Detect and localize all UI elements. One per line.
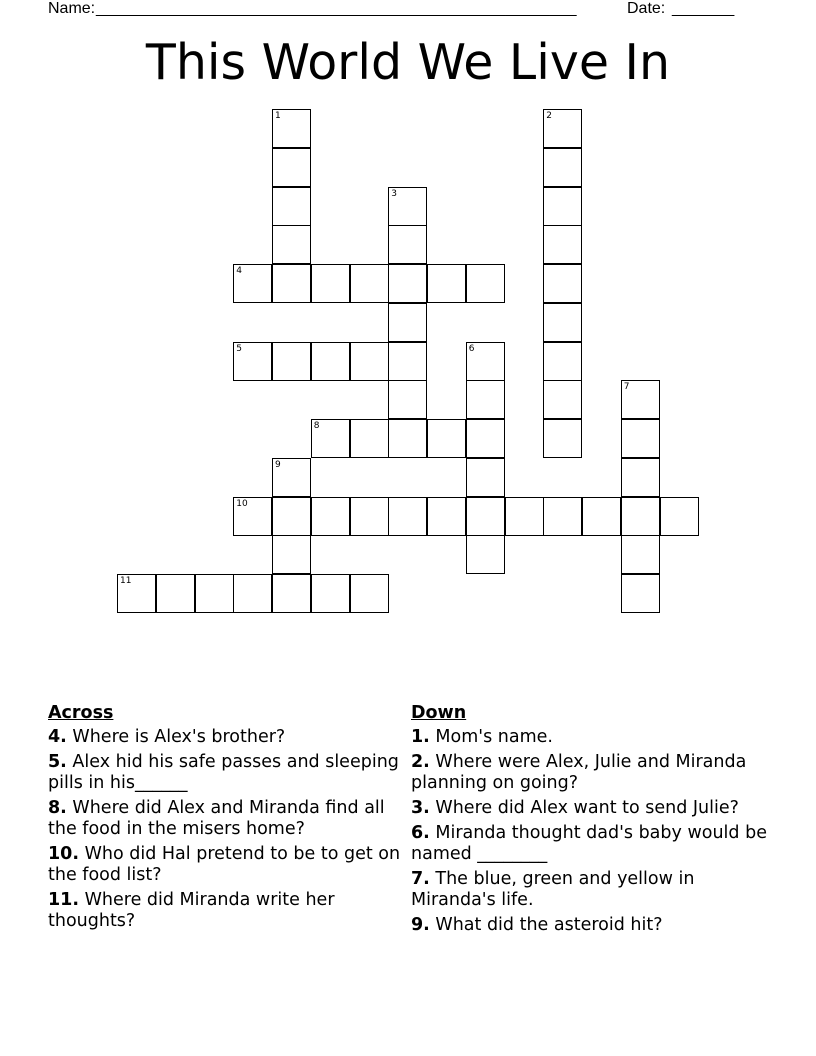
name-label: Name: [48, 0, 96, 17]
grid-cell[interactable] [311, 342, 350, 381]
cell-number: 10 [236, 498, 248, 509]
clue-text: Mom's name. [435, 727, 553, 747]
grid-cell[interactable] [543, 187, 582, 226]
clue-item [411, 752, 771, 794]
cell-number: 1 [275, 111, 281, 121]
grid-cell[interactable] [388, 187, 427, 226]
grid-cell[interactable] [427, 419, 466, 458]
clue-text: Where did Alex want to send Julie? [435, 798, 739, 818]
grid-cell[interactable] [388, 380, 427, 419]
clue-text: Where did Miranda write her thoughts? [48, 890, 335, 931]
grid-cell[interactable] [272, 342, 311, 381]
clue-number: 11. [48, 890, 80, 910]
clue-item [48, 890, 404, 932]
grid-cell[interactable] [156, 574, 195, 613]
clue-text: Miranda thought dad's baby would be named ________ [411, 823, 767, 864]
grid-cell[interactable] [311, 574, 350, 613]
grid-cell[interactable] [388, 497, 427, 536]
grid-cell[interactable] [466, 264, 505, 303]
grid-cell[interactable] [466, 497, 505, 536]
page-title: This World We Live In [145, 34, 671, 91]
grid-cell[interactable] [233, 574, 272, 613]
grid-cell[interactable] [427, 497, 466, 536]
grid-cell[interactable] [195, 574, 234, 613]
grid-cell[interactable] [543, 342, 582, 381]
grid-cell[interactable] [621, 535, 660, 574]
grid-cell[interactable] [466, 342, 505, 381]
grid-cell[interactable] [466, 458, 505, 497]
grid-cell[interactable] [466, 535, 505, 574]
grid-cell[interactable] [505, 497, 544, 536]
grid-cell[interactable] [350, 342, 389, 381]
grid-cell[interactable] [543, 225, 582, 264]
clue-number: 5. [48, 752, 67, 772]
clue-text: Who did Hal pretend to be to get on the food list? [48, 844, 401, 885]
date-label: Date: [627, 0, 666, 17]
grid-cell[interactable] [311, 419, 350, 458]
clue-number: 1. [411, 727, 430, 747]
cell-number: 11 [120, 576, 132, 586]
grid-cell[interactable] [466, 419, 505, 458]
grid-cell[interactable] [388, 225, 427, 264]
grid-cell[interactable] [272, 574, 311, 613]
cell-number: 8 [313, 421, 320, 431]
clue-item [48, 844, 404, 886]
grid-cell[interactable] [621, 574, 660, 613]
grid-cell[interactable] [272, 225, 311, 264]
clue-text: Where did Alex and Miranda find all the food in the misers home? [48, 798, 385, 839]
clue-item [411, 869, 771, 911]
grid-cell[interactable] [621, 419, 660, 458]
grid-cell[interactable] [621, 380, 660, 419]
grid-cell[interactable] [543, 303, 582, 342]
grid-cell[interactable] [543, 148, 582, 187]
grid-cell[interactable] [427, 264, 466, 303]
grid-cell[interactable] [311, 264, 350, 303]
grid-cell[interactable] [388, 419, 427, 458]
down-heading: Down [411, 703, 467, 723]
cell-number: 7 [623, 382, 630, 393]
clue-text: Where is Alex's brother? [72, 727, 286, 747]
name-line[interactable]: ______________________________________________________ [96, 0, 577, 17]
cell-number: 4 [236, 266, 242, 276]
clue-item [411, 823, 771, 865]
clue-number: 8. [48, 798, 67, 818]
grid-cell[interactable] [272, 497, 311, 536]
grid-cell[interactable] [272, 264, 311, 303]
clue-number: 6. [411, 823, 430, 843]
grid-cell[interactable] [117, 574, 156, 613]
clue-number: 10. [48, 844, 80, 864]
cell-number: 2 [546, 111, 552, 121]
grid-cell[interactable] [582, 497, 621, 536]
across-heading: Across [48, 703, 114, 723]
grid-cell[interactable] [350, 574, 389, 613]
clue-number: 2. [411, 752, 430, 772]
grid-cell[interactable] [388, 303, 427, 342]
grid-cell[interactable] [388, 264, 427, 303]
grid-cell[interactable] [233, 264, 272, 303]
cell-number: 6 [468, 343, 475, 354]
grid-cell[interactable] [350, 264, 389, 303]
grid-cell[interactable] [272, 535, 311, 574]
grid-cell[interactable] [466, 380, 505, 419]
clue-text: Where were Alex, Julie and Miranda planning on going? [411, 752, 747, 793]
grid-cell[interactable] [660, 497, 699, 536]
grid-cell[interactable] [233, 497, 272, 536]
clue-item [48, 798, 404, 840]
grid-cell[interactable] [272, 187, 311, 226]
grid-cell[interactable] [621, 458, 660, 497]
grid-cell[interactable] [311, 497, 350, 536]
cell-number: 5 [236, 343, 242, 354]
grid-cell[interactable] [388, 342, 427, 381]
grid-cell[interactable] [543, 419, 582, 458]
clue-text: Alex hid his safe passes and sleeping pills in his______ [48, 752, 399, 793]
date-line[interactable]: _______ [672, 0, 735, 17]
grid-cell[interactable] [233, 342, 272, 381]
grid-cell[interactable] [621, 497, 660, 536]
cell-number: 9 [275, 459, 281, 470]
across-clues [48, 702, 404, 936]
clue-text: The blue, green and yellow in Miranda's life. [411, 869, 695, 910]
grid-cell[interactable] [350, 497, 389, 536]
grid-cell[interactable] [272, 458, 311, 497]
grid-cell[interactable] [543, 380, 582, 419]
clue-number: 3. [411, 798, 430, 818]
grid-cell[interactable] [350, 419, 389, 458]
clue-item [48, 752, 404, 794]
clue-item [411, 798, 771, 819]
clue-item [411, 727, 771, 748]
clue-item [48, 727, 404, 748]
clue-item [411, 915, 771, 936]
grid-cell[interactable] [543, 497, 582, 536]
cell-number: 3 [391, 188, 397, 199]
clue-text: What did the asteroid hit? [435, 915, 663, 935]
grid-cell[interactable] [543, 264, 582, 303]
clue-number: 9. [411, 915, 430, 935]
clue-number: 7. [411, 869, 430, 889]
grid-cell[interactable] [543, 109, 582, 148]
down-clues [411, 702, 771, 940]
grid-cell[interactable] [272, 148, 311, 187]
clue-number: 4. [48, 727, 67, 747]
grid-cell[interactable] [272, 109, 311, 148]
